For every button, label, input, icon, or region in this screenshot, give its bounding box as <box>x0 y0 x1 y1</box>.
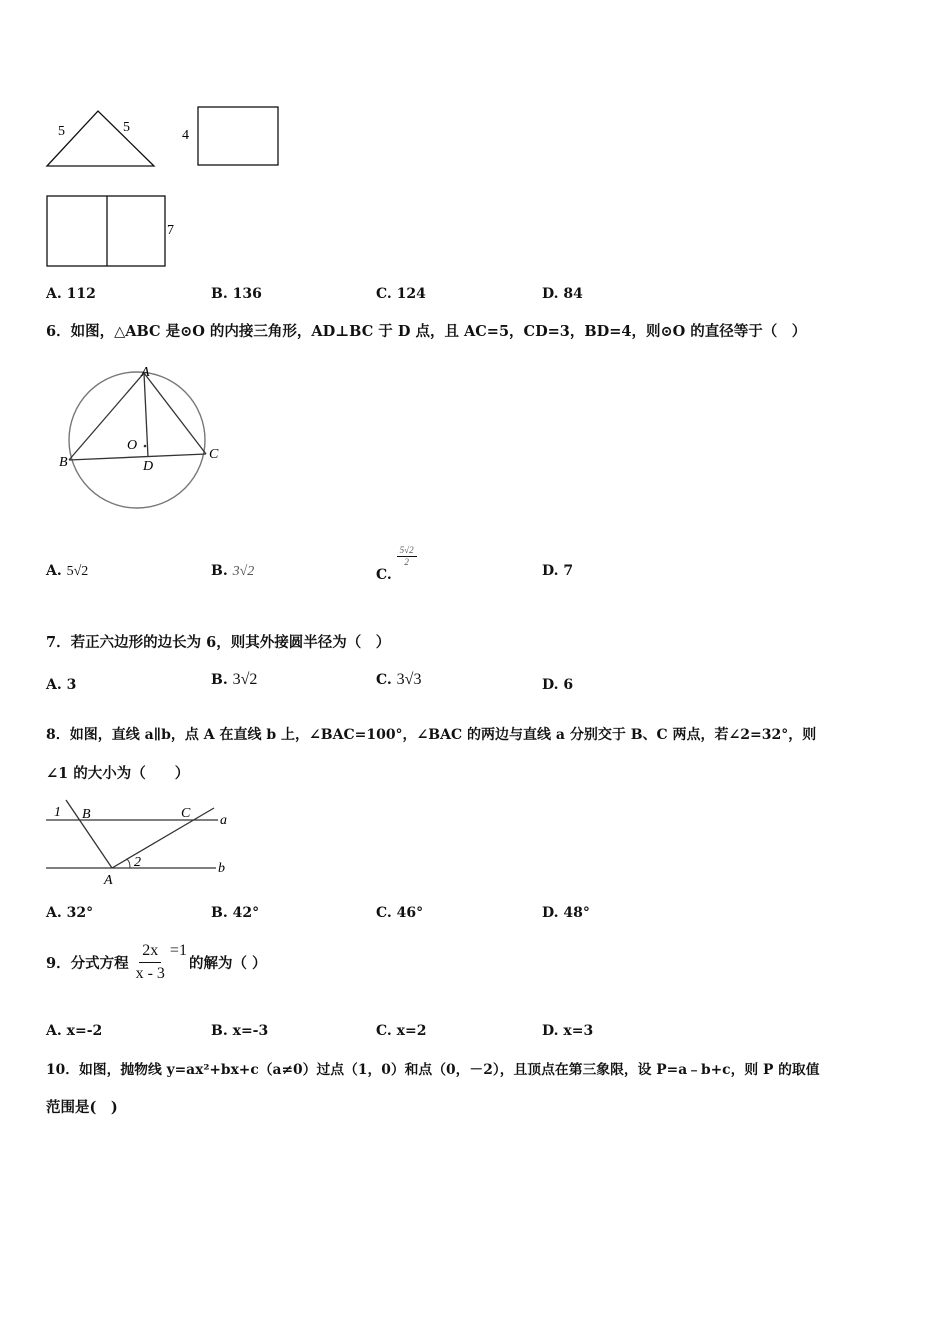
q6-option-b: B. 3√2 <box>211 563 255 579</box>
q8-label-b-line: b <box>218 861 225 876</box>
q8-label-c-point: C <box>181 806 191 821</box>
q5-square-side-label: 4 <box>182 128 189 143</box>
q6-label-c: C <box>209 447 219 462</box>
q5-option-b: B. 136 <box>211 286 262 302</box>
q8-label-2: 2 <box>134 855 141 870</box>
q6-option-c: C. $\frac{5√2}{2}$ <box>376 545 417 568</box>
q5-option-d: D. 84 <box>542 286 583 302</box>
q9-option-d: D. x=3 <box>542 1023 594 1039</box>
q9-suffix: 的解为（ ） <box>188 955 267 972</box>
q9-equals: =1 <box>169 941 187 959</box>
q5-rect-side-label: 7 <box>167 223 174 238</box>
q7-option-d: D. 6 <box>542 677 574 693</box>
q7-option-c: C. 3√3 <box>376 671 422 688</box>
q5-option-c: C. 124 <box>376 286 426 302</box>
q6-option-a: A. 5√2 <box>46 563 89 579</box>
q7-option-a: A. 3 <box>46 677 77 693</box>
q8-question-line1: 8．如图，直线 a∥b，点 A 在直线 b 上，∠BAC=100°，∠BAC 的两边与直线 a 分别交于 B、C 两点，若∠2=32°，则 <box>46 727 817 743</box>
q5-triangle-right-label: 5 <box>123 120 130 135</box>
q8-parallel-lines-figure <box>42 796 234 888</box>
q8-label-a-point: A <box>104 873 113 888</box>
q6-label-d: D <box>143 459 154 474</box>
q9-question <box>46 940 267 985</box>
q8-question-line2: ∠1 的大小为（ ） <box>46 765 190 782</box>
q6-circle-figure <box>55 362 230 512</box>
q6-option-d: D. 7 <box>542 563 574 579</box>
q10-question-line2: 范围是( ) <box>46 1099 118 1116</box>
q9-option-b: B. x=-3 <box>211 1023 269 1039</box>
q5-triangle-figure <box>40 100 170 175</box>
q9-frac-num: 2x <box>139 940 161 963</box>
q8-label-1: 1 <box>54 805 61 820</box>
q6-label-o: O <box>127 438 138 453</box>
q5-rectangle-figure <box>40 190 190 272</box>
q9-option-a: A. x=-2 <box>46 1023 103 1039</box>
q8-option-d: D. 48° <box>542 905 590 921</box>
q9-fraction <box>133 940 168 985</box>
q9-option-c: C. x=2 <box>376 1023 427 1039</box>
q6-question-text: 6．如图，△ABC 是⊙O 的内接三角形，AD⊥BC 于 D 点，且 AC=5，CD=3，BD=4，则⊙O 的直径等于（ ） <box>46 323 807 340</box>
q5-triangle-left-label: 5 <box>58 124 65 139</box>
q5-square-figure <box>178 100 288 175</box>
q8-option-a: A. 32° <box>46 905 94 921</box>
q6-label-b: B <box>59 455 68 470</box>
q9-frac-den: x - 3 <box>135 965 165 982</box>
q6-label-a: A <box>141 365 150 380</box>
q9-prefix: 9．分式方程 <box>46 955 129 972</box>
q7-question-text: 7．若正六边形的边长为 6，则其外接圆半径为（ ） <box>46 634 391 651</box>
q7-option-b: B. 3√2 <box>211 671 258 688</box>
q8-label-a-line: a <box>220 813 227 828</box>
q10-question-line1: 10．如图，抛物线 y=ax²+bx+c（a≠0）过点（1，0）和点（0，－2），且顶点在第三象限，设 P=a﹣b+c，则 P 的取值 <box>46 1062 820 1078</box>
q8-option-b: B. 42° <box>211 905 260 921</box>
q5-option-a: A. 112 <box>46 286 96 302</box>
q8-label-b-point: B <box>82 807 91 822</box>
q8-option-c: C. 46° <box>376 905 424 921</box>
